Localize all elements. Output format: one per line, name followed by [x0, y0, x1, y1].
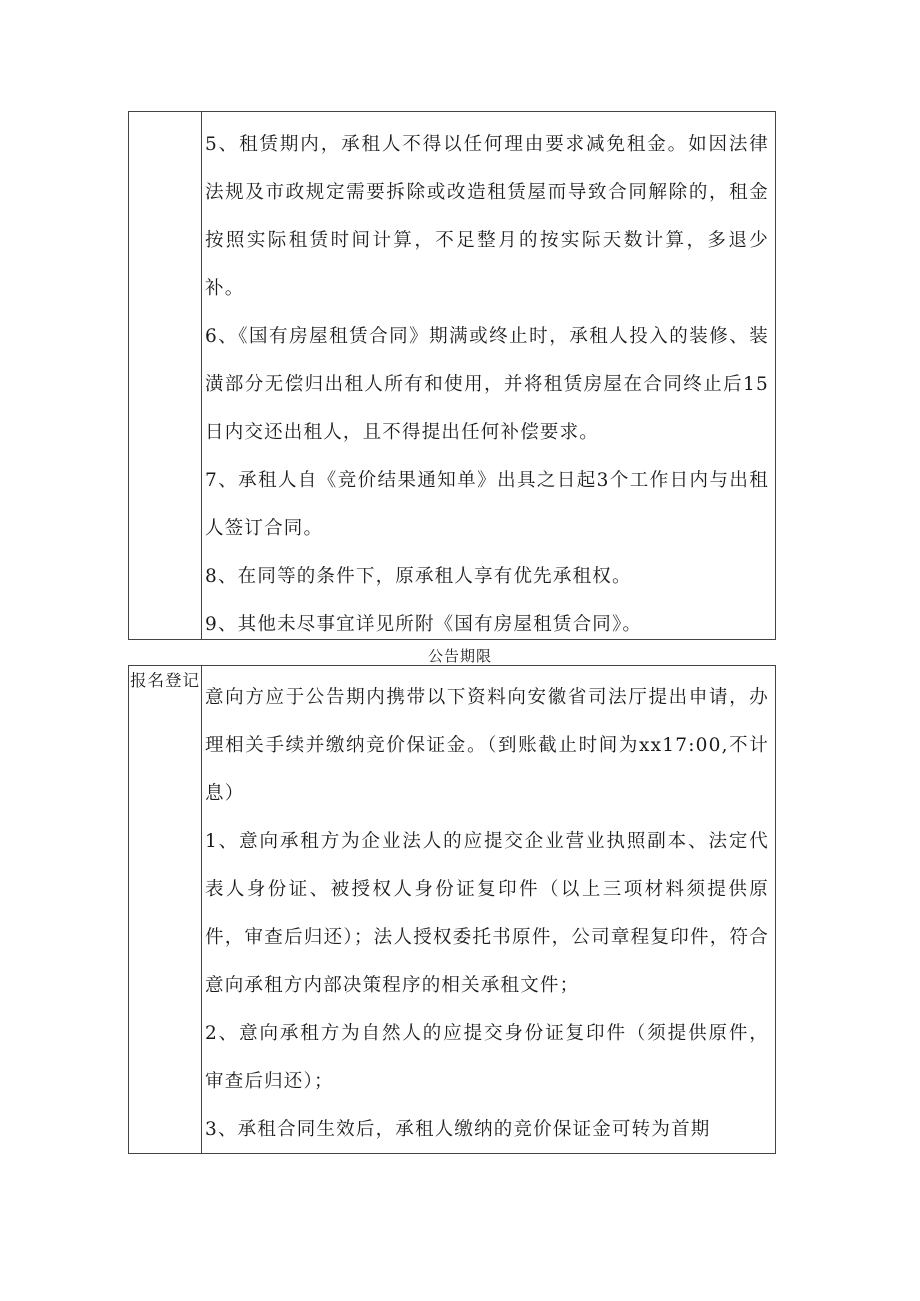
terms-content	[205, 121, 769, 649]
registration-intro: 意向方应于公告期内携带以下资料向安徽省司法厅提出申请，办理相关手续并缴纳竞价保证金。（到账截止时间为xx17:00,不计息）	[205, 687, 769, 804]
clause-5: 5、租赁期内，承租人不得以任何理由要求减免租金。如因法律法规及市政规定需要拆除或改造租赁屋而导致合同解除的，租金按照实际租赁时间计算，不足整月的按实际天数计算，多退少补。	[205, 134, 769, 299]
clause-7: 7、承租人自《竞价结果通知单》出具之日起3个工作日内与出租人签订合同。	[205, 470, 769, 539]
requirement-3: 3、承租合同生效后，承租人缴纳的竞价保证金可转为首期	[205, 1119, 711, 1140]
registration-table	[128, 665, 776, 1154]
requirement-1: 1、意向承租方为企业法人的应提交企业营业执照副本、法定代表人身份证、被授权人身份证复印件（以上三项材料须提供原件，审查后归还）；法人授权委托书原件，公司章程复印件，符合意向承租方内部决策程序的相关承租文件；	[205, 831, 769, 996]
column-divider	[201, 112, 202, 639]
clause-8: 8、在同等的条件下，原承租人享有优先承租权。	[205, 566, 632, 587]
section-title: 公告期限	[427, 647, 492, 665]
clause-9: 9、其他未尽事宜详见所附《国有房屋租赁合同》。	[205, 614, 643, 635]
terms-table	[128, 111, 776, 640]
column-divider	[201, 666, 202, 1153]
registration-content	[205, 674, 769, 1154]
requirement-2: 2、意向承租方为自然人的应提交身份证复印件（须提供原件，审查后归还）；	[205, 1023, 769, 1092]
clause-6: 6、《国有房屋租赁合同》期满或终止时，承租人投入的装修、装潢部分无偿归出租人所有和使用，并将租赁房屋在合同终止后15日内交还出租人，且不得提出任何补偿要求。	[205, 326, 769, 443]
registration-label: 报名登记	[130, 671, 200, 690]
